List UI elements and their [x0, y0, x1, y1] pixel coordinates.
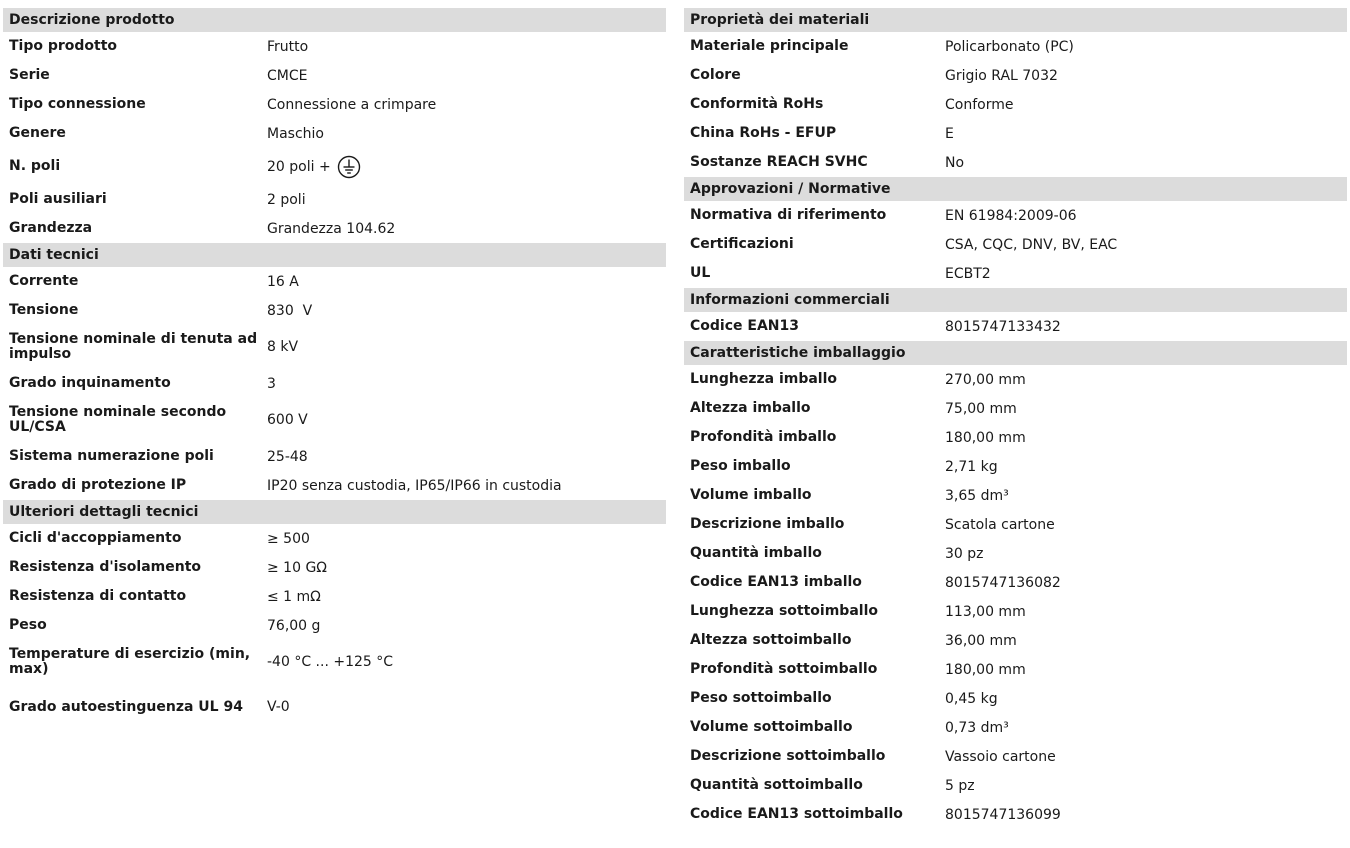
spec-value: ≥ 10 GΩ — [267, 559, 327, 576]
spec-row-ean13-imballo — [684, 568, 1347, 597]
spec-label: Codice EAN13 imballo — [690, 574, 862, 590]
spec-label: Codice EAN13 — [690, 318, 799, 334]
spec-row-grandezza — [3, 214, 666, 243]
spec-value: 75,00 mm — [945, 400, 1017, 417]
spec-label: UL — [690, 265, 711, 281]
spec-value: Connessione a crimpare — [267, 96, 437, 113]
section-header-caratteristiche-imballaggio: Caratteristiche imballaggio — [684, 341, 1347, 365]
spec-value: Vassoio cartone — [945, 748, 1056, 765]
spec-value: 25-48 — [267, 448, 308, 465]
spec-row-volume-sottoimballo — [684, 713, 1347, 742]
spec-label: Descrizione sottoimballo — [690, 748, 886, 764]
spec-value: 113,00 mm — [945, 603, 1026, 620]
spec-row-certificazioni — [684, 230, 1347, 259]
spec-row-normativa — [684, 201, 1347, 230]
spec-label: Lunghezza imballo — [690, 371, 838, 387]
spec-row-china-rohs — [684, 119, 1347, 148]
spec-row-tipo-connessione — [3, 90, 666, 119]
spec-label: Peso sottoimballo — [690, 690, 832, 706]
spec-label: Resistenza di contatto — [9, 588, 187, 604]
spec-row-grado-inquinamento — [3, 369, 666, 398]
spec-row-temperature-esercizio — [3, 640, 666, 684]
spec-label: Poli ausiliari — [9, 191, 107, 207]
spec-label: Colore — [690, 67, 741, 83]
spec-row-colore — [684, 61, 1347, 90]
spec-row-genere — [3, 119, 666, 148]
spec-row-reach-svhc — [684, 148, 1347, 177]
section-header-dati-tecnici: Dati tecnici — [3, 243, 666, 267]
spec-value: 0,73 dm³ — [945, 719, 1009, 736]
spec-label: Peso — [9, 617, 47, 633]
spec-value: Grandezza 104.62 — [267, 220, 396, 237]
spec-value-with-icon — [267, 155, 361, 179]
spec-value: 30 pz — [945, 545, 984, 562]
spec-value: 36,00 mm — [945, 632, 1017, 649]
spec-row-descrizione-sottoimballo — [684, 742, 1347, 771]
spec-value: ECBT2 — [945, 265, 991, 282]
spec-row-profondita-sottoimballo — [684, 655, 1347, 684]
spec-value: 0,45 kg — [945, 690, 998, 707]
spec-label: Peso imballo — [690, 458, 791, 474]
spec-value: 76,00 g — [267, 617, 321, 634]
spec-label: Serie — [9, 67, 50, 83]
spec-row-resistenza-contatto — [3, 582, 666, 611]
section-header-approvazioni: Approvazioni / Normative — [684, 177, 1347, 201]
spec-label: Volume imballo — [690, 487, 812, 503]
spec-row-lunghezza-sottoimballo — [684, 597, 1347, 626]
spec-label: Cicli d'accoppiamento — [9, 530, 182, 546]
spec-label: Codice EAN13 sottoimballo — [690, 806, 903, 822]
spec-label: Sistema numerazione poli — [9, 448, 214, 464]
spec-value: Conforme — [945, 96, 1014, 113]
spec-value: 8015747133432 — [945, 318, 1061, 335]
spec-row-quantita-sottoimballo — [684, 771, 1347, 800]
section-header-informazioni-commerciali: Informazioni commerciali — [684, 288, 1347, 312]
protective-earth-icon — [337, 155, 361, 179]
spec-value: Grigio RAL 7032 — [945, 67, 1058, 84]
spec-label: Lunghezza sottoimballo — [690, 603, 878, 619]
spec-label: Genere — [9, 125, 66, 141]
spec-row-volume-imballo — [684, 481, 1347, 510]
spec-value: V-0 — [267, 699, 290, 715]
spec-value: 830 V — [267, 302, 313, 319]
spec-row-ul — [684, 259, 1347, 288]
spec-label: Tipo connessione — [9, 96, 146, 112]
spec-row-autoestinguenza — [3, 684, 666, 730]
spec-label: N. poli — [9, 158, 61, 174]
spec-row-peso-imballo — [684, 452, 1347, 481]
spec-label: Tensione nominale secondo UL/CSA — [9, 404, 227, 435]
spec-value: 3 — [267, 375, 276, 392]
left-column — [3, 8, 666, 730]
spec-value: Scatola cartone — [945, 516, 1055, 533]
spec-row-n-poli — [3, 148, 666, 185]
spec-label: Corrente — [9, 273, 79, 289]
spec-row-profondita-imballo — [684, 423, 1347, 452]
spec-value: 16 A — [267, 273, 299, 290]
spec-row-peso — [3, 611, 666, 640]
spec-label: Grado di protezione IP — [9, 477, 187, 493]
spec-label: Quantità imballo — [690, 545, 822, 561]
spec-row-tensione — [3, 296, 666, 325]
spec-label: Conformità RoHs — [690, 96, 824, 112]
spec-row-descrizione-imballo — [684, 510, 1347, 539]
spec-value: 2 poli — [267, 191, 306, 208]
spec-label: China RoHs - EFUP — [690, 125, 837, 141]
spec-label: Descrizione imballo — [690, 516, 845, 532]
spec-label: Profondità sottoimballo — [690, 661, 878, 677]
spec-label: Volume sottoimballo — [690, 719, 853, 735]
spec-row-cicli-accoppiamento — [3, 524, 666, 553]
spec-row-conformita-rohs — [684, 90, 1347, 119]
spec-label: Altezza sottoimballo — [690, 632, 852, 648]
spec-row-peso-sottoimballo — [684, 684, 1347, 713]
spec-label: Normativa di riferimento — [690, 207, 887, 223]
spec-label: Materiale principale — [690, 38, 849, 54]
spec-value: No — [945, 154, 965, 171]
spec-label: Tipo prodotto — [9, 38, 118, 54]
spec-label: Sostanze REACH SVHC — [690, 154, 868, 170]
spec-row-altezza-imballo — [684, 394, 1347, 423]
spec-value: Maschio — [267, 125, 324, 142]
spec-label: Temperature di esercizio (min, max) — [9, 646, 251, 677]
spec-row-corrente — [3, 267, 666, 296]
spec-label: Certificazioni — [690, 236, 794, 252]
section-header-proprieta-materiali: Proprietà dei materiali — [684, 8, 1347, 32]
spec-label: Profondità imballo — [690, 429, 837, 445]
spec-row-quantita-imballo — [684, 539, 1347, 568]
spec-label: Altezza imballo — [690, 400, 811, 416]
spec-label: Quantità sottoimballo — [690, 777, 863, 793]
spec-value: 5 pz — [945, 777, 975, 794]
spec-label: Grado autoestinguenza UL 94 — [9, 698, 243, 715]
spec-row-altezza-sottoimballo — [684, 626, 1347, 655]
spec-value: -40 °C ... +125 °C — [267, 654, 394, 670]
spec-value: ≤ 1 mΩ — [267, 588, 321, 605]
spec-value: 2,71 kg — [945, 458, 998, 475]
spec-value: ≥ 500 — [267, 530, 310, 547]
section-header-descrizione-prodotto: Descrizione prodotto — [3, 8, 666, 32]
spec-value: 8015747136082 — [945, 574, 1061, 591]
spec-value: 3,65 dm³ — [945, 487, 1009, 504]
spec-value: CMCE — [267, 67, 308, 84]
spec-label: Tensione nominale di tenuta ad impulso — [9, 331, 258, 362]
spec-label: Grado inquinamento — [9, 375, 171, 391]
spec-label: Tensione — [9, 302, 79, 318]
spec-label: Grandezza — [9, 220, 93, 236]
spec-row-poli-ausiliari — [3, 185, 666, 214]
spec-value: 180,00 mm — [945, 661, 1026, 678]
spec-value: 8 kV — [267, 339, 299, 355]
spec-row-lunghezza-imballo — [684, 365, 1347, 394]
spec-row-codice-ean13 — [684, 312, 1347, 341]
spec-row-numerazione-poli — [3, 442, 666, 471]
spec-value: Frutto — [267, 38, 309, 55]
section-header-ulteriori-dettagli: Ulteriori dettagli tecnici — [3, 500, 666, 524]
spec-value: E — [945, 125, 954, 142]
right-column — [684, 8, 1347, 829]
spec-value: CSA, CQC, DNV, BV, EAC — [945, 236, 1118, 253]
spec-value: IP20 senza custodia, IP65/IP66 in custodia — [267, 477, 562, 494]
spec-value: 270,00 mm — [945, 371, 1026, 388]
spec-row-serie — [3, 61, 666, 90]
spec-value: EN 61984:2009-06 — [945, 207, 1077, 224]
spec-row-ean13-sottoimballo — [684, 800, 1347, 829]
spec-row-tensione-impulso — [3, 325, 666, 369]
spec-value: Policarbonato (PC) — [945, 38, 1074, 55]
spec-row-materiale-principale — [684, 32, 1347, 61]
spec-row-tipo-prodotto — [3, 32, 666, 61]
spec-label: Resistenza d'isolamento — [9, 559, 202, 575]
spec-row-resistenza-isolamento — [3, 553, 666, 582]
spec-value: 600 V — [267, 412, 308, 428]
spec-value: 8015747136099 — [945, 806, 1061, 823]
spec-value: 180,00 mm — [945, 429, 1026, 446]
spec-row-grado-protezione — [3, 471, 666, 500]
spec-row-tensione-ul-csa — [3, 398, 666, 442]
spec-value: 20 poli + — [267, 158, 331, 175]
